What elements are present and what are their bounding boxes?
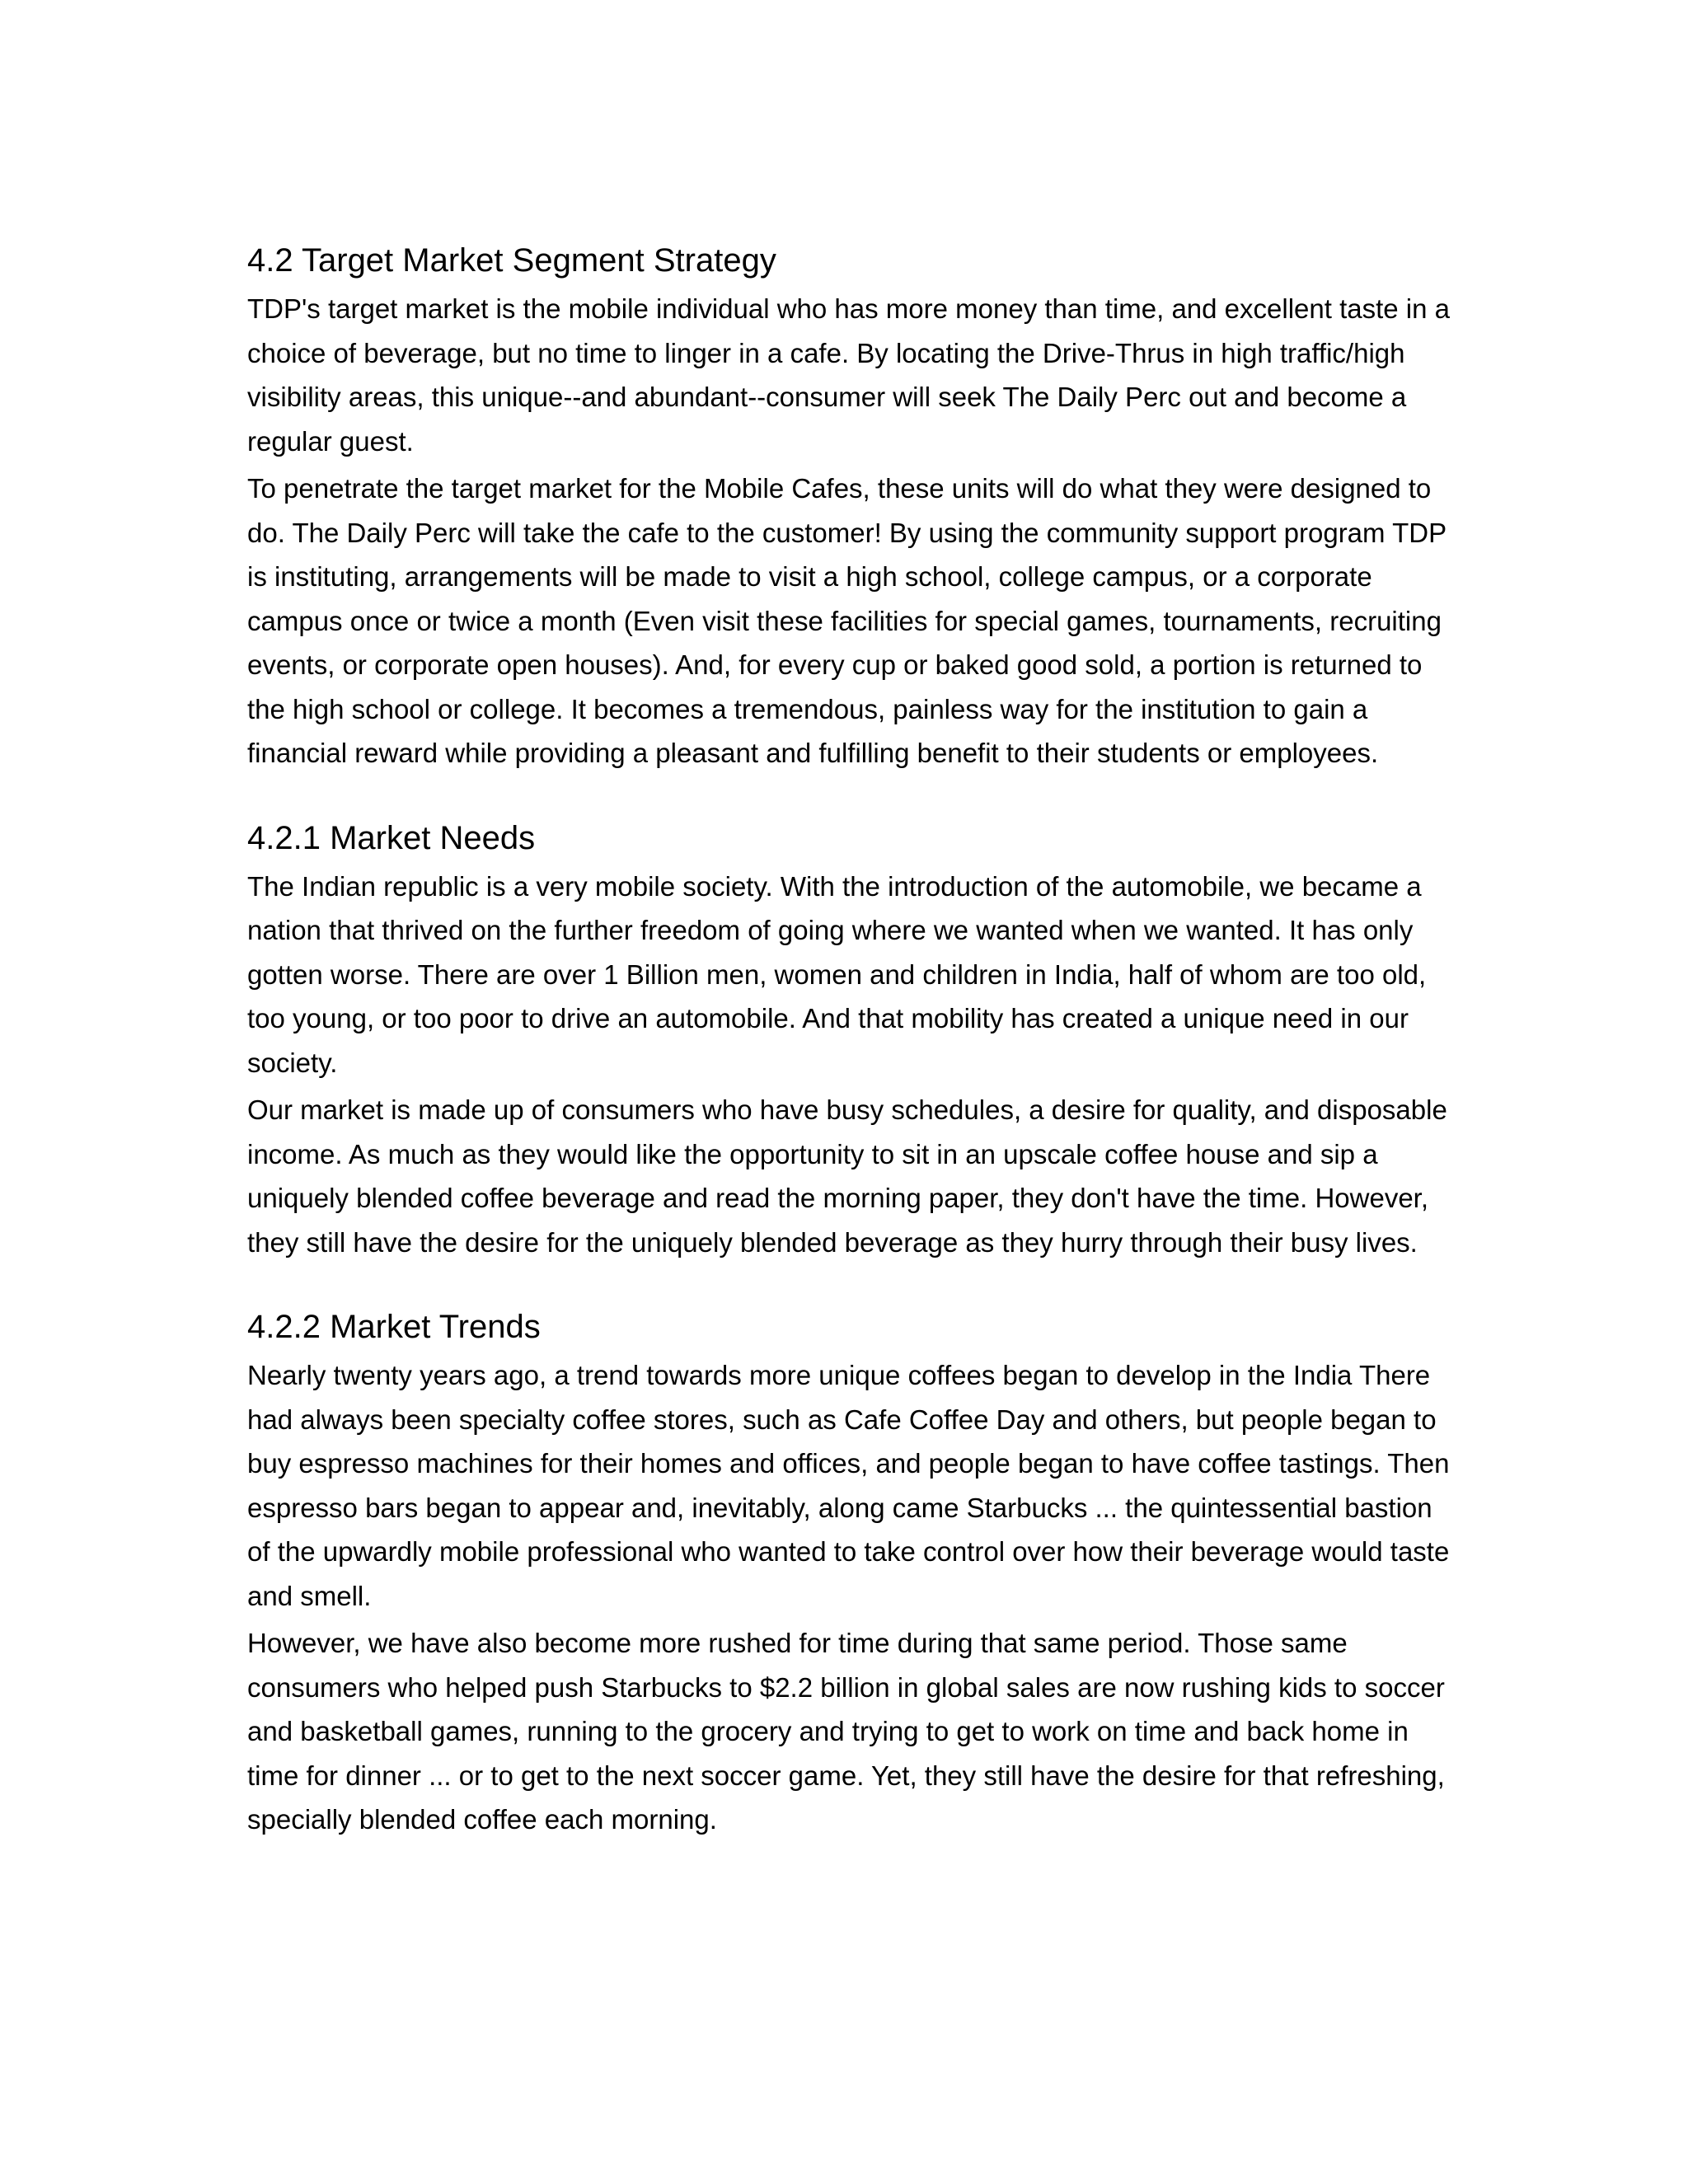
document-page — [247, 239, 1451, 1845]
paragraph: To penetrate the target market for the Mobile Cafes, these units will do what they were designed to do. The Daily Perc will take the cafe to the customer! By using the community support program TDP is instituting, arrangements will be made to visit a high school, college campus, or a corporate campus once or twice a month (Even visit these facilities for special games, tournaments, recruiting events, or corporate open houses). And, for every cup or baked good sold, a portion is returned to the high school or college. It becomes a tremendous, painless way for the institution to gain a financial reward while providing a pleasant and fulfilling benefit to their students or employees. — [247, 473, 1447, 768]
section-market-trends — [247, 1305, 1451, 1842]
section-heading: 4.2 Target Market Segment Strategy — [247, 242, 776, 279]
section-target-market-segment-strategy — [247, 239, 1451, 776]
section-heading: 4.2.2 Market Trends — [247, 1309, 541, 1345]
paragraph: Our market is made up of consumers who have busy schedules, a desire for quality, and disposable income. As much as they would like the opportunity to sit in an upscale coffee house and sip a uniquely blended coffee beverage and read the morning paper, they don't have the time. However, they still have the desire for the uniquely blended beverage as they hurry through their busy lives. — [247, 1094, 1447, 1258]
paragraph: Nearly twenty years ago, a trend towards more unique coffees began to develop in the India There had always been specialty coffee stores, such as Cafe Coffee Day and others, but people began to buy espresso machines for their homes and offices, and people began to have coffee tastings. Then espresso bars began to appear and, inevitably, along came Starbucks ... the quintessential bastion of the upwardly mobile professional who wanted to take control over how their beverage would taste and smell. — [247, 1360, 1450, 1611]
section-market-needs — [247, 817, 1451, 1265]
paragraph: The Indian republic is a very mobile society. With the introduction of the automobile, we became a nation that thrived on the further freedom of going where we wanted when we wanted. It has only gotten worse. There are over 1 Billion men, women and children in India, half of whom are too old, too young, or too poor to drive an automobile. And that mobility has created a unique need in our society. — [247, 870, 1427, 1078]
section-heading: 4.2.1 Market Needs — [247, 819, 536, 856]
paragraph: However, we have also become more rushed for time during that same period. Those same consumers who helped push Starbucks to $2.2 billion in global sales are now rushing kids to soccer and basketball games, running to the grocery and trying to get to work on time and back home in time for dinner ... or to get to the next soccer game. Yet, they still have the desire for that refreshing, specially blended coffee each morning. — [247, 1628, 1445, 1835]
paragraph: TDP's target market is the mobile individual who has more money than time, and excellent taste in a choice of beverage, but no time to linger in a cafe. By locating the Drive-Thrus in high traffic/high visibility areas, this unique--and abundant--consumer will seek The Daily Perc out and become a regular guest. — [247, 293, 1451, 457]
